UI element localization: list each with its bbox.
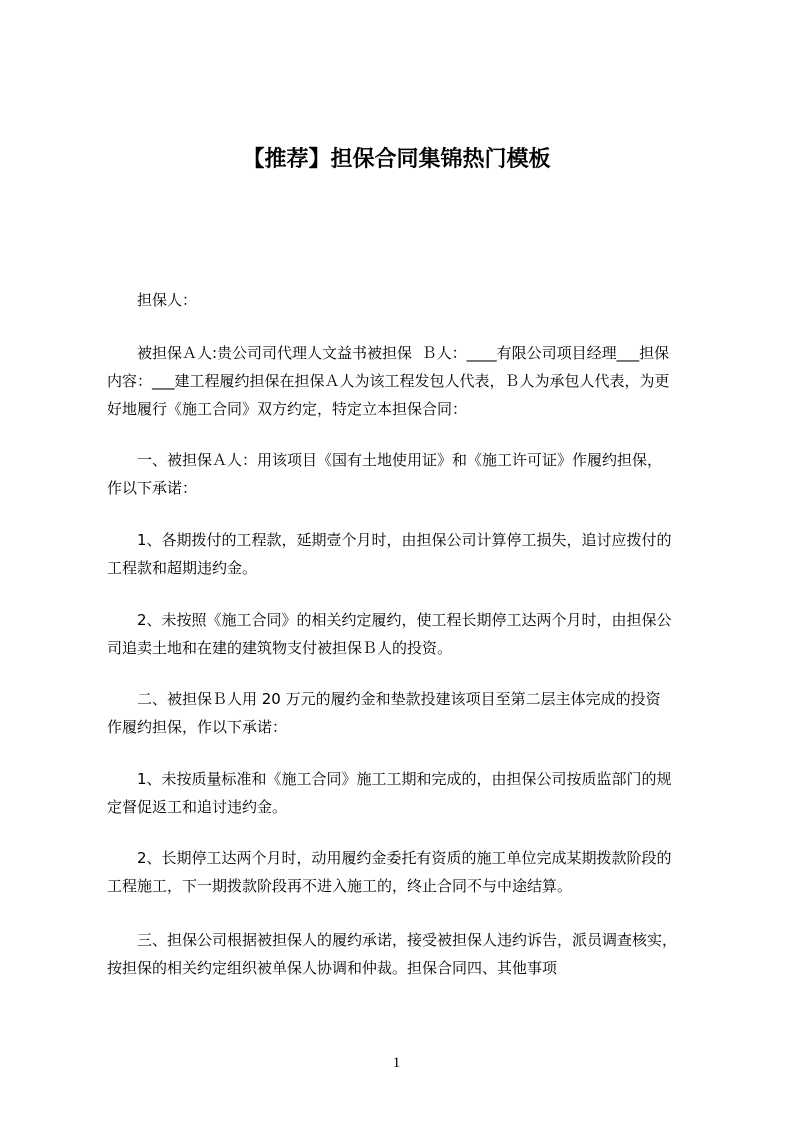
paragraph-line: 2、长期停工达两个月时，动用履约金委托有资质的施工单位完成某期拨款阶段的 bbox=[137, 849, 672, 867]
paragraph-line: 1、未按质量标准和《施工合同》施工工期和完成的，由担保公司按质监部门的规 bbox=[137, 770, 672, 788]
paragraph-line: 2、未按照《施工合同》的相关约定履约，使工程长期停工达两个月时，由担保公 bbox=[137, 611, 672, 629]
paragraph-line: 工程款和超期违约金。 bbox=[107, 559, 258, 577]
paragraph-line: 担保人： bbox=[137, 291, 198, 309]
paragraph-line: 定督促返工和追讨违约金。 bbox=[107, 798, 288, 816]
document-title: 【推荐】担保合同集锦热门模板 bbox=[242, 147, 551, 172]
paragraph-line: 好地履行《施工合同》双方约定，特定立本担保合同： bbox=[107, 400, 468, 418]
paragraph-line: 作以下承诺： bbox=[107, 479, 198, 497]
paragraph-line: 三、担保公司根据被担保人的履约承诺，接受被担保人违约诉告，派员调查核实， bbox=[137, 931, 678, 949]
paragraph-line: 二、被担保Ｂ人用 20 万元的履约金和垫款投建该项目至第二层主体完成的投资 bbox=[137, 690, 661, 708]
paragraph-line: 按担保的相关约定组织被单保人协调和仲裁。担保合同四、其他事项 bbox=[107, 959, 558, 977]
paragraph-line: 司追卖土地和在建的建筑物支付被担保Ｂ人的投资。 bbox=[107, 639, 453, 657]
paragraph-line: 一、被担保Ａ人：用该项目《国有土地使用证》和《施工许可证》作履约担保， bbox=[137, 451, 663, 469]
page-number: 1 bbox=[392, 1055, 401, 1071]
paragraph-line: 作履约担保，作以下承诺： bbox=[107, 718, 288, 736]
paragraph-line: 内容：___建工程履约担保在担保Ａ人为该工程发包人代表，Ｂ人为承包人代表，为更 bbox=[107, 372, 670, 390]
paragraph-line: 被担保Ａ人:贵公司司代理人文益书被担保 Ｂ人：____有限公司项目经理___担保 bbox=[137, 344, 670, 362]
paragraph-line: 1、各期拨付的工程款，延期壹个月时，由担保公司计算停工损失，追讨应拨付的 bbox=[137, 531, 672, 549]
paragraph-line: 工程施工，下一期拨款阶段再不进入施工的，终止合同不与中途结算。 bbox=[107, 877, 573, 895]
